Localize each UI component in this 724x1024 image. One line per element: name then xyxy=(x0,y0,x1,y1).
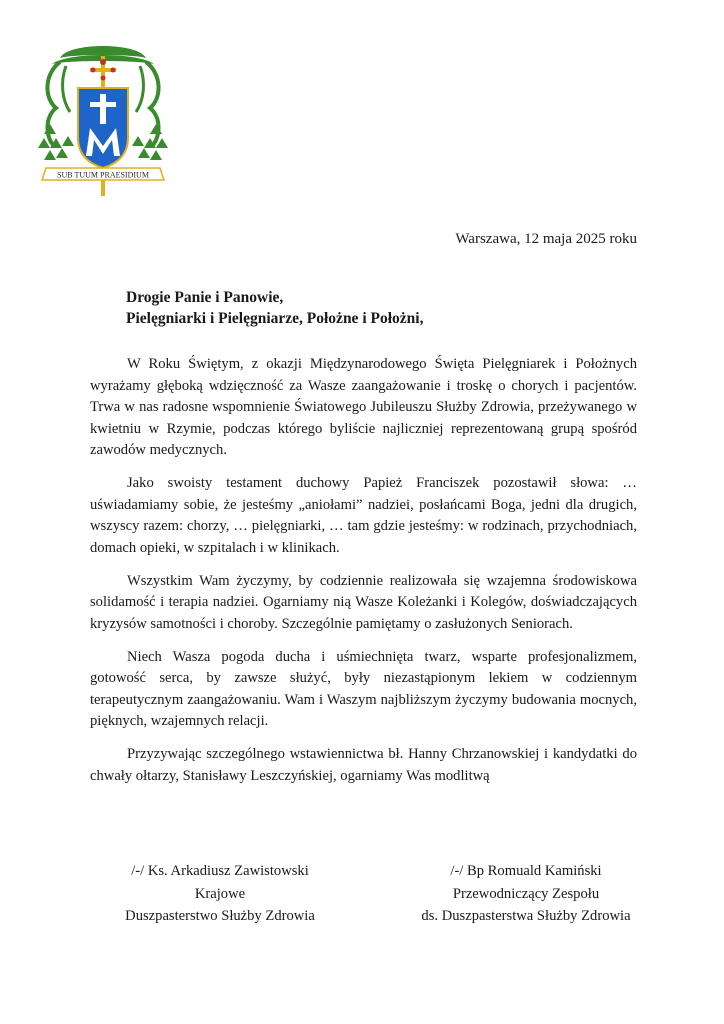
signature-left-title-1: Krajowe xyxy=(194,885,246,902)
signature-right-title-1: Przewodniczący Zespołu xyxy=(452,885,600,902)
paragraph: Niech Wasza pogoda ducha i uśmiechnięta twarz, wsparte profesjonalizmem, gotowość serca, by zawsze służyć, były niezastąpionym lekiem w codziennym terapeutycznym zaangażowaniu. Wam i Waszym najbliższym życzymy budowania mocnych, pięknych, wzajemnych relacji. xyxy=(90,648,637,729)
signature-left-title-2: Duszpasterstwo Służby Zdrowia xyxy=(125,908,315,924)
motto-text: SUB TUUM PRAESIDIUM xyxy=(57,170,149,180)
paragraph: Wszystkim Wam życzymy, by codziennie realizowała się wzajemna środowiskowa solidamość i terapia nadziei. Ogarniamy nią Wasze Koleżanki i Kolegów, doświadczających kryzysów samotności i choroby. Szczególnie pamiętamy o zasłużonych Seniorach. xyxy=(90,572,637,632)
salutation-line-2: Pielęgniarki i Pielęgniarze, Położne i Położni, xyxy=(126,310,424,327)
salutation xyxy=(126,287,646,329)
signature-left-name: /-/ Ks. Arkadiusz Zawistowski xyxy=(131,863,309,879)
signature-left xyxy=(100,860,340,928)
letter-body xyxy=(90,354,637,799)
paragraph: Przyzywając szczególnego wstawiennictwa bł. Hanny Chrzanowskiej i kandydatki do chwały ołtarzy, Stanisławy Leszczyńskiej, ogarniamy Was modlitwą xyxy=(90,746,637,784)
episcopal-coat-of-arms-icon xyxy=(38,38,168,198)
signature-right xyxy=(398,860,654,928)
signature-right-name: /-/ Bp Romuald Kamiński xyxy=(450,863,602,879)
paragraph: W Roku Świętym, z okazji Międzynarodowego Święta Pielęgniarek i Położnych wyrażamy głęboką wdzięczność za Wasze zaangażowanie i troskę o chorych i pacjentów. Trwa w nas radosne wspomnienie Światowego Jubileuszu Służby Zdrowia, przeżywanego w kwietniu w Rzymie, podczas którego byliście najliczniej reprezentowaną grupą spośród zawodów medycznych. xyxy=(90,356,637,458)
letter-date: Warszawa, 12 maja 2025 roku xyxy=(455,231,637,247)
salutation-line-1: Drogie Panie i Panowie, xyxy=(126,289,284,306)
paragraph: Jako swoisty testament duchowy Papież Franciszek pozostawił słowa: … uświadamiamy sobie, że jesteśmy „aniołami” nadziei, posłańcami Boga, jedni dla drugich, wszyscy razem: chorzy, … pielęgniarki, … tam gdzie jesteśmy: w rodzinach, przychodniach, domach opieki, w szpitalach i w klinikach. xyxy=(90,475,637,556)
signature-right-title-2: ds. Duszpasterstwa Służby Zdrowia xyxy=(421,908,631,924)
